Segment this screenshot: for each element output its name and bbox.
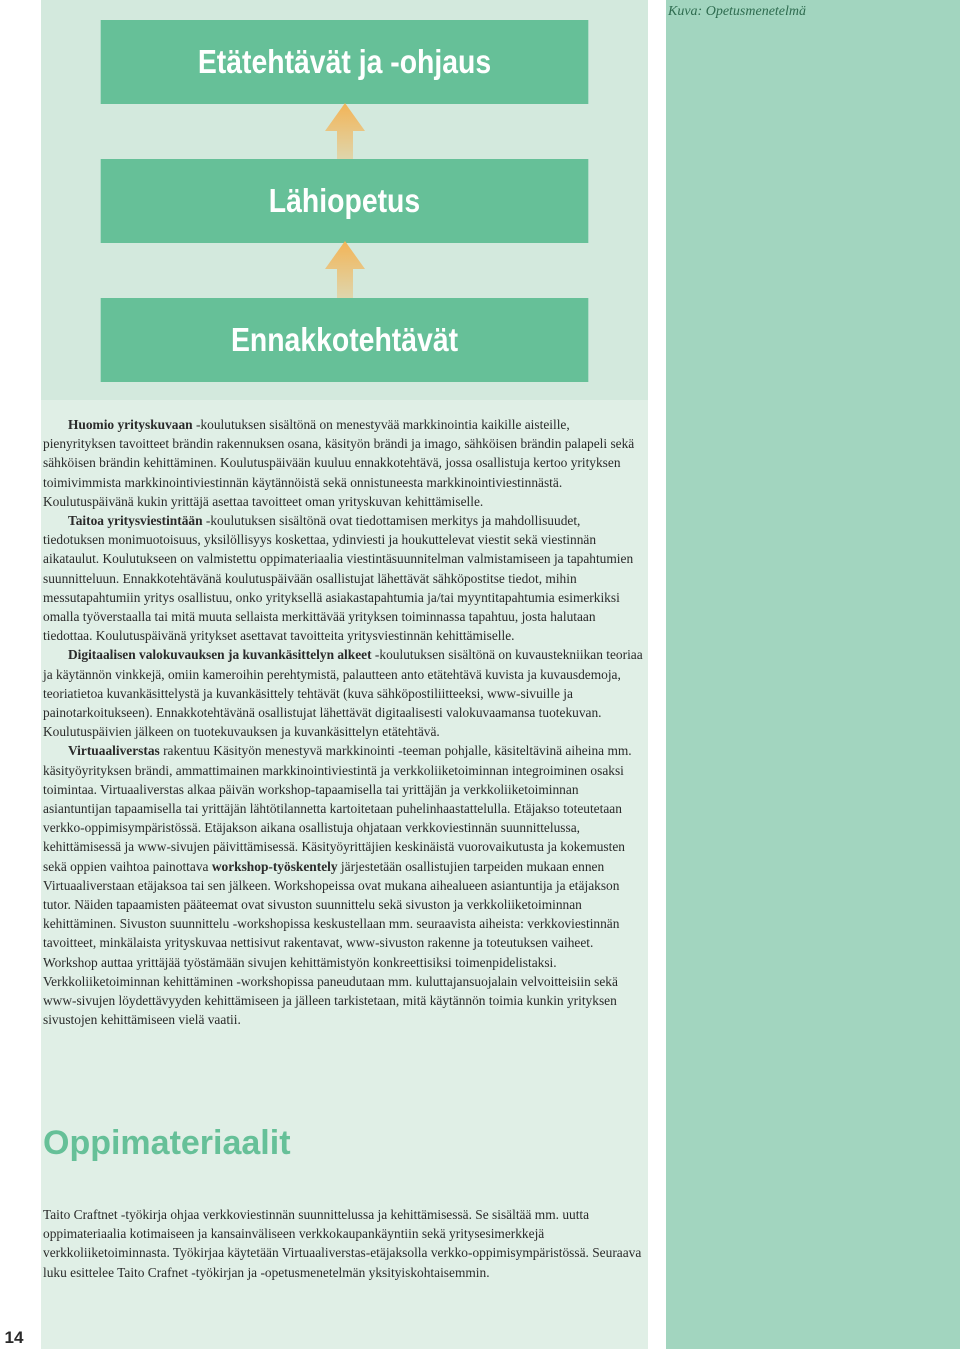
method-diagram <box>41 0 648 400</box>
figure-caption: Kuva: Opetusmenetelmä <box>668 4 807 19</box>
paragraph <box>43 511 643 645</box>
paragraph-text: rakentuu Käsityön menestyvä markkinointi -teeman pohjalle, käsiteltävinä aiheina mm. käsityöyrityksen brändi, ammattimainen markkinointiviestintä ja verkkoliiketoiminnan integroiminen osaksi toimintaa. Virtuaaliverstas alkaa päivän workshop-tapaamisella tai yrittäjän ja verkkoliiketoiminnan asiantuntijan tapaamisella tai yrittäjän lähtötilannetta kartoitetaan puhelinhaastattelulla. Etäjakso toteutetaan verkko-oppimisympäristössä. Etäjakson aikana osallistuja ohjataan verkkoviestinnän suunnittelussa, kehittämisessä ja www-sivujen päivittämisessä. Käsityöyrittäjien keskinäistä vuorovaikutusta ja kokemusten sekä oppien vaihtoa painottava <box>43 743 632 874</box>
side-column <box>666 0 960 1349</box>
paragraph-text: -koulutuksen sisältönä on menestyvää markkinointia kaikille aisteille, pienyrityksen tavoitteet brändin rakennuksen osana, käsityön brändi ja imago, sähköisen brändin palapeli sekä sähköisen brändin kehittäminen. Koulutuspäivään kuuluu ennakkotehtävä, jossa osallistuja kertoo yrityksen toimivimmista markkinointiviestinnän käytännöistä sekä onnistuneesta markkinointiviestinnästä. Koulutuspäivänä kukin yrittäjä asettaa tavoitteet oman yrityskuvan kehittämiselle. <box>43 417 635 509</box>
paragraph-text: -koulutuksen sisältönä on kuvaustekniikan teoriaa ja käytännön vinkkejä, omiin kameroihin perehtymistä, palautteen anto etätehtävä kuvista ja kuvausdemoja, teoriatietoa kuvankäsittelystä ja kuvankäsittely tehtävät (kuva sähköpostiliitteeksi, www-sivuille ja painotarkoitukseen). Ennakkotehtävänä osallistujat lähettävät digitaalisesti valokuvaamansa tuotekuvan. Koulutuspäivien jälkeen on tuotekuvauksen ja kuvankäsittelyn etätehtävä. <box>43 647 643 740</box>
paragraph-lead: Huomio yrityskuvaan <box>68 417 193 432</box>
paragraph <box>43 645 643 741</box>
paragraph-emphasis: workshop-työskentely <box>211 858 338 874</box>
paragraph-lead: Digitaalisen valokuvauksen ja kuvankäsittelyn alkeet <box>68 647 372 663</box>
box-remote-tasks: Etätehtävät ja -ohjaus <box>101 20 589 104</box>
box-contact-teaching: Lähiopetus <box>101 159 589 243</box>
closing-paragraph: Taito Craftnet -työkirja ohjaa verkkoviestinnän suunnittelussa ja kehittämisessä. Se sisältää mm. uutta oppimateriaalia kotimaiseen ja kansainväliseen verkkokaupankäyntiin sekä yritysesimerkkejä verkkoliiketoiminnasta. Työkirjaa käytetään Virtuaaliverstas-etäjaksolla verkko-oppimisympäristössä. Seuraava luku esittelee Taito Crafnet -työkirjan ja -opetusmenetelmän yksityiskohtaisemmin. <box>43 1207 642 1280</box>
paragraph <box>43 741 643 1029</box>
section-heading: Oppimateriaalit <box>43 1124 291 1162</box>
box-pre-tasks: Ennakkotehtävät <box>101 298 589 382</box>
arrow-up-icon <box>325 241 365 299</box>
arrow-up-icon <box>325 103 365 161</box>
paragraph <box>43 415 643 511</box>
paragraph-lead: Virtuaaliverstas <box>68 743 160 759</box>
paragraph-text: -koulutuksen sisältönä ovat tiedottamisen merkitys ja mahdollisuudet, tiedotuksen monimuotoisuus, yksilöllisyys koskettaa, ydinviesti ja houkuttelevat viestit sekä viestinnän aikataulut. Koulutukseen on valmistettu oppimateriaalia viestintäsuunnitelman valmistamiseen ja tapahtumien suunnitteluun. Ennakkotehtävänä koulutuspäivään osallistujat lähettävät sähköpostitse tiedot, mihin messutapahtumiin yritys osallistuu, onko yrityksellä asiakastapahtumia ja/tai myyntitapahtumia esimerkiksi omalla työverstaalla tai mitä muuta sellaista merkittävää yrityksen toiminnassa tapahtuu, josta halutaan tiedottaa. Koulutuspäivänä yritykset asettavat tavoitteita yritysviestinnän kehittämiselle. <box>43 513 634 644</box>
paragraph-text: järjestetään osallistujien tarpeiden mukaan ennen Virtuaaliverstaan etäjaksoa tai sen jälkeen. Workshopeissa ovat mukana aihealueen asiantuntija ja etäjakson tutor. Näiden tapaamisten pääteemat ovat sivuston suunnittelu sekä sivuston ja verkkoliiketoiminnan kehittäminen. Sivuston suunnittelu -workshopissa keskustellaan mm. seuraavista aiheista: verkkoviestinnän tavoitteet, minkälaista yrityskuvaa nettisivut rakentavat, www-sivuston rakenne ja toteutuksen vaiheet. Workshop auttaa yrittäjää työstämään sivujen kehittämistyön konkreettisiksi toimenpidelistaksi. Verkkoliiketoiminnan kehittäminen -workshopissa paneudutaan mm. kuluttajansuojalain velvoitteisiin sekä www-sivujen löydettävyyden kehittämiseen ja jälleen tarkistetaan, mitä käytännön toimia kunkin yrityksen sivustojen kehittämiseen vielä vaatii. <box>43 858 620 1028</box>
paragraph-lead: Taitoa yritysviestintään <box>68 513 203 529</box>
page-number: 14 <box>4 1327 24 1347</box>
body-text <box>43 415 643 1030</box>
